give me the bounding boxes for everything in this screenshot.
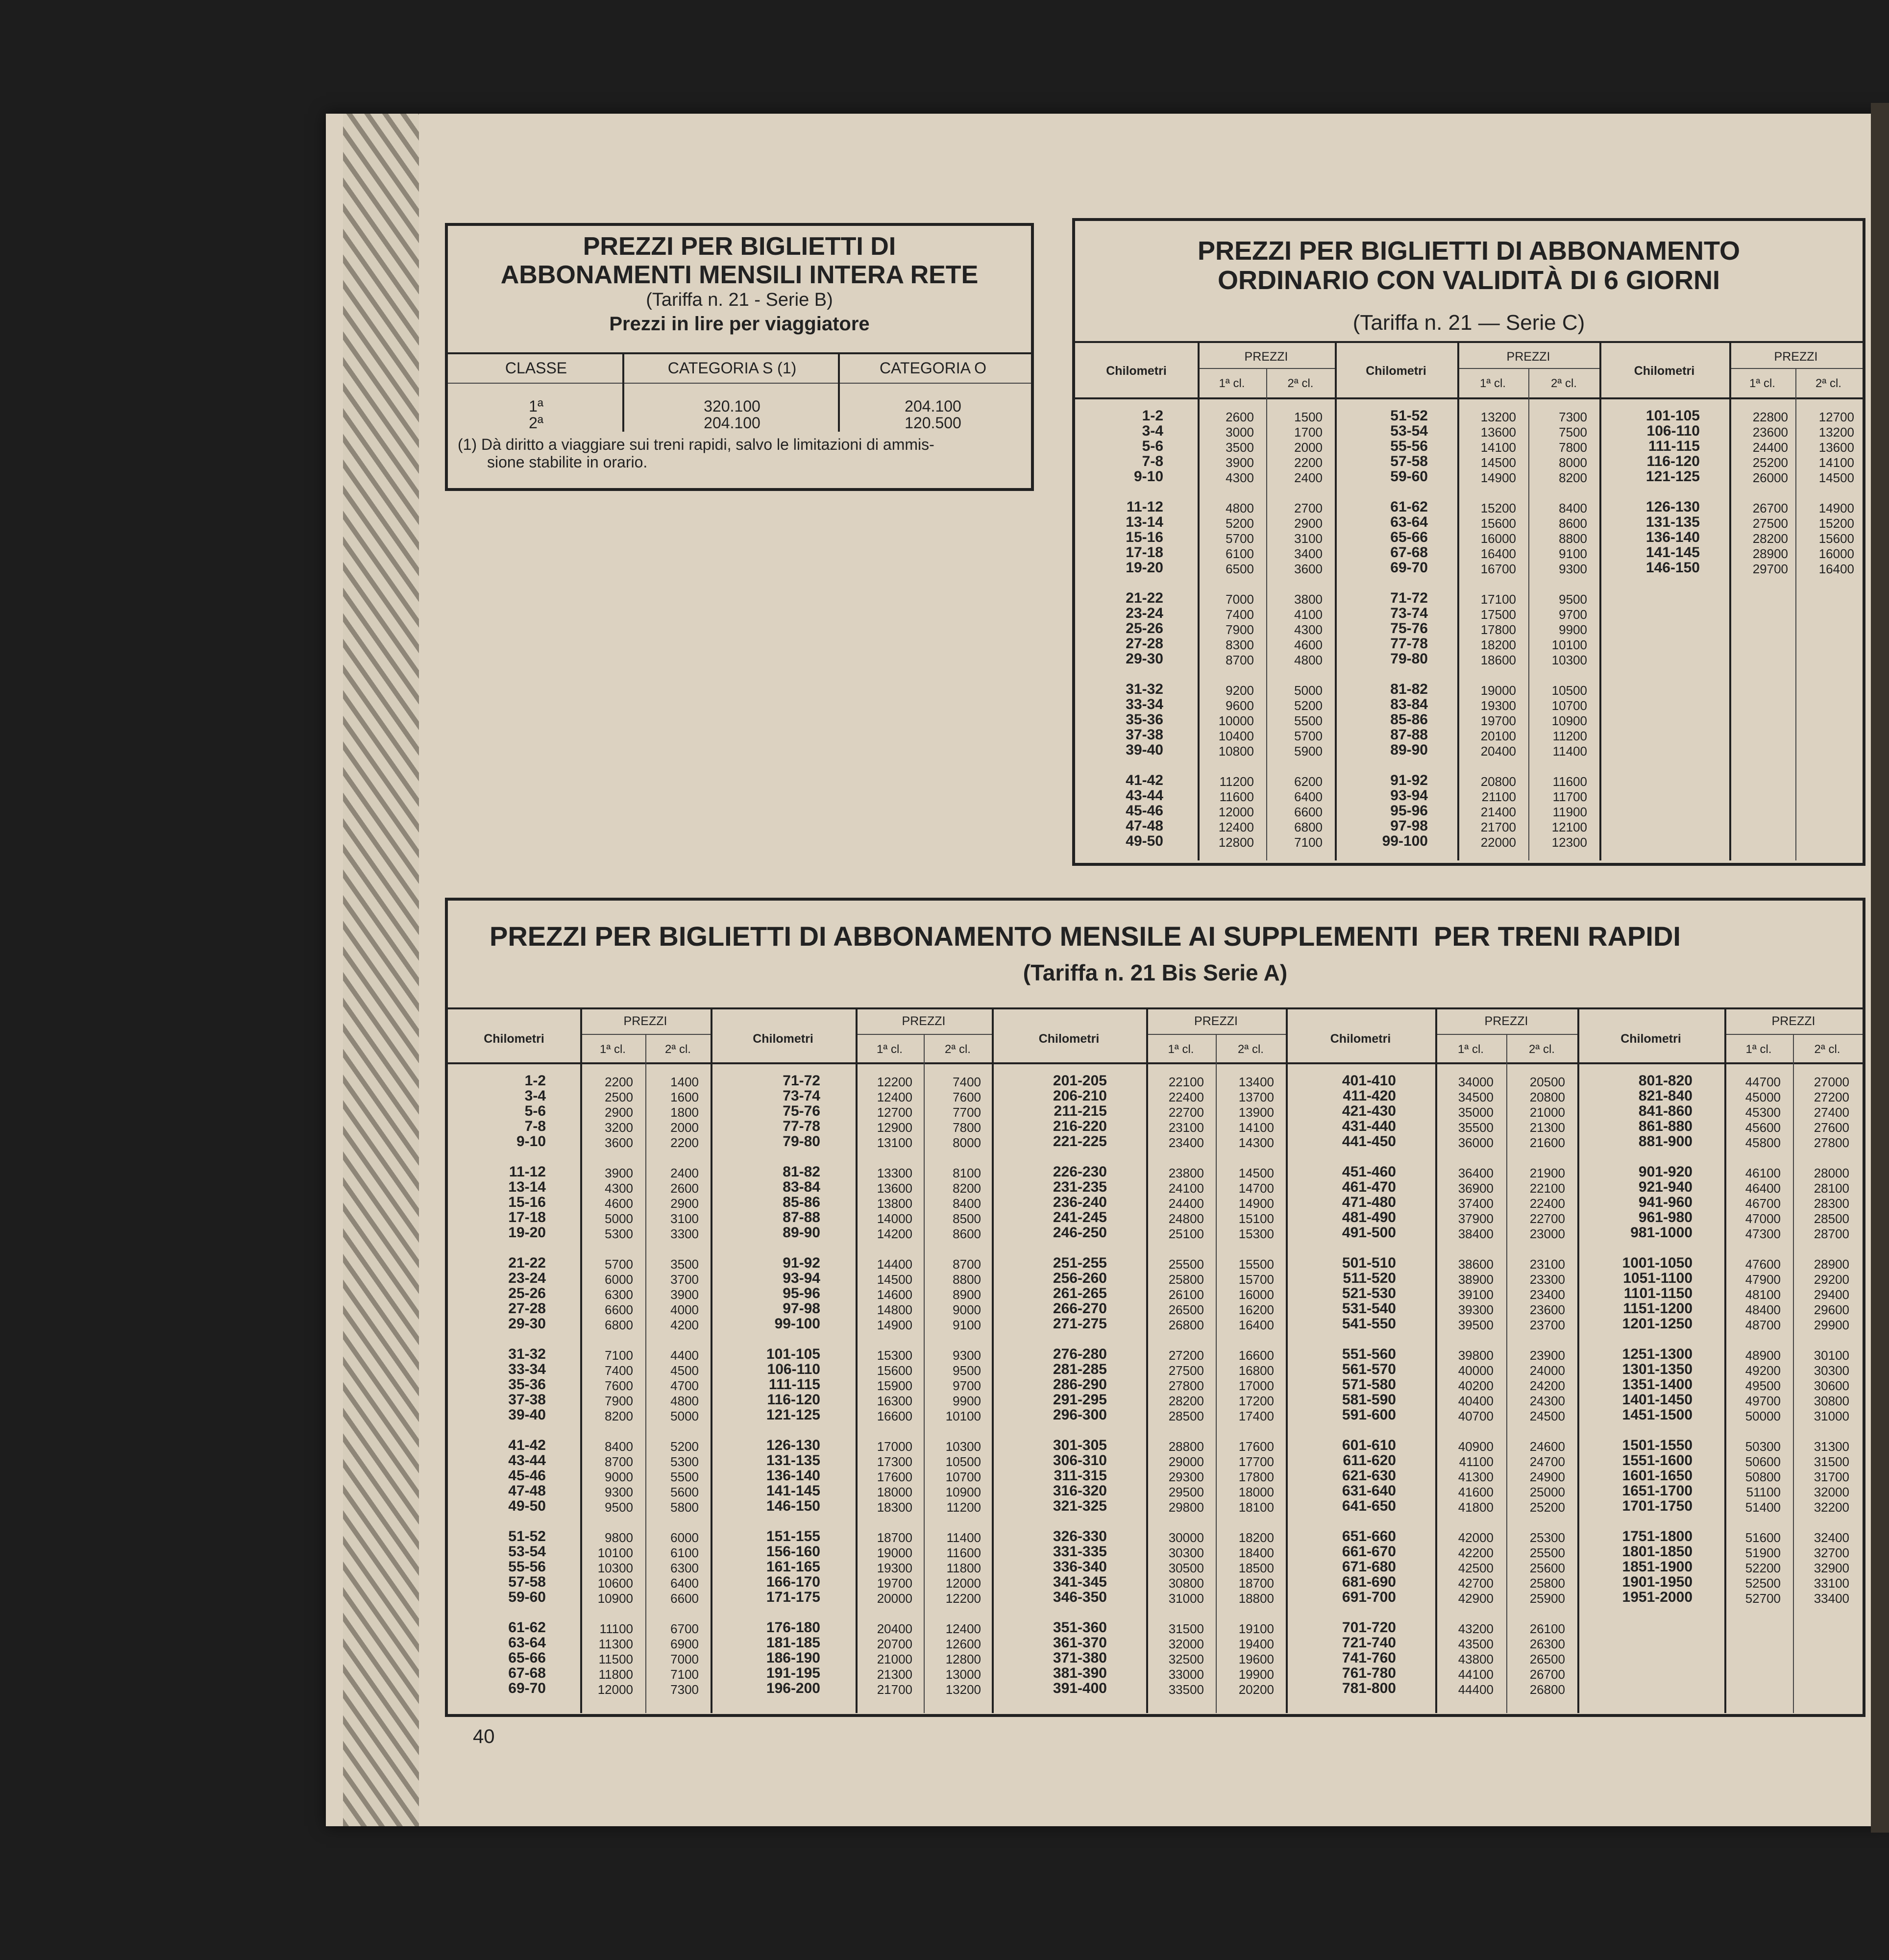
- header-rule: [448, 383, 1031, 384]
- col-sep: [1435, 1007, 1437, 1713]
- km-header: Chilometri: [484, 1032, 544, 1046]
- km-header: Chilometri: [1330, 1032, 1391, 1046]
- col-sep: [856, 1007, 858, 1713]
- class1-header: 1ª cl.: [1219, 377, 1245, 390]
- col-sep: [1729, 341, 1731, 860]
- col-sep: [1599, 341, 1601, 860]
- price-2-column: 20500 20800 21000 21300 21600 21900 22100 22400 22700 23000 23100 23300 23400 23600 23700 23900 24000 24200 24300 24500 24600 24700 24900 25000 25200 25300 25500 25600 25800 25900 26100 26300 26500 26700 26800: [1529, 1075, 1565, 1697]
- page-number: 40: [473, 1726, 495, 1747]
- price-header: PREZZI: [1194, 1014, 1238, 1028]
- km-header: Chilometri: [1366, 364, 1426, 378]
- table-serie-c: [1072, 218, 1865, 866]
- price-2-column: 1500 1700 2000 2200 2400 2700 2900 3100 3400 3600 3800 4100 4300 4600 4800 5000 5200 5500 5700 5900 6200 6400 6600 6800 7100: [1294, 410, 1323, 850]
- col-sep: [1286, 1007, 1288, 1713]
- km-column: 101-105 106-110 111-115 116-120 121-125 126-130 131-135 136-140 141-145 146-150: [1645, 408, 1700, 576]
- price-header: PREZZI: [1774, 350, 1818, 364]
- price-2-column: 1400 1600 1800 2000 2200 2400 2600 2900 3100 3300 3500 3700 3900 4000 4200 4400 4500 4700 4800 5000 5200 5300 5500 5600 5800 6000 6100 6300 6400 6600 6700 6900 7000 7100 7300: [670, 1075, 699, 1697]
- class1-header: 1ª cl.: [1458, 1043, 1484, 1056]
- row-2-cat-o: 120.500: [905, 414, 961, 432]
- km-header: Chilometri: [1620, 1032, 1681, 1046]
- class1-header: 1ª cl.: [1168, 1043, 1194, 1056]
- km-header: Chilometri: [1634, 364, 1695, 378]
- table-b-title-line2: ABBONAMENTI MENSILI INTERA RETE: [500, 261, 979, 289]
- table-c-title-line1: PREZZI PER BIGLIETTI DI ABBONAMENTO: [1197, 236, 1741, 266]
- price-header: PREZZI: [1244, 350, 1288, 364]
- class2-header: 2ª cl.: [1238, 1043, 1264, 1056]
- col-sep: [992, 1007, 994, 1713]
- table-a-title: PREZZI PER BIGLIETTI DI ABBONAMENTO MENSILE AI SUPPLEMENTI PER TRENI RAPIDI: [490, 921, 1681, 952]
- class1-header: 1ª cl.: [1480, 377, 1506, 390]
- paper-edge: [1871, 103, 1889, 1833]
- class1-header: 1ª cl.: [1745, 1043, 1772, 1056]
- km-column: 401-410 411-420 421-430 431-440 441-450 451-460 461-470 471-480 481-490 491-500 501-510 511-520 521-530 531-540 541-550 551-560 561-570 571-580 581-590 591-600 601-610 611-620 621-630 631-640 641-650 651-660 661-670 671-680 681-690 691-700 701-720 721-740 741-760 761-780 781-800: [1342, 1073, 1396, 1696]
- col-sep: [1335, 341, 1337, 860]
- price-header: PREZZI: [623, 1014, 667, 1028]
- km-column: 1-2 3-4 5-6 7-8 9-10 11-12 13-14 15-16 17-18 19-20 21-22 23-24 25-26 27-28 29-30 31-32 33-34 35-36 37-38 39-40 41-42 43-44 45-46 47-48 49-50 51-52 53-54 55-56 57-58 59-60 61-62 63-64 65-66 67-68 69-70: [508, 1073, 546, 1696]
- table-c-subtitle: (Tariffa n. 21 — Serie C): [1352, 311, 1585, 335]
- price-header: PREZZI: [1506, 350, 1550, 364]
- table-b-divider: [448, 352, 1031, 354]
- class2-header: 2ª cl.: [1815, 377, 1841, 390]
- price-1-column: 44700 45000 45300 45600 45800 46100 46400 46700 47000 47300 47600 47900 48100 48400 48700 48900 49200 49500 49700 50000 50300 50600 50800 51100 51400 51600 51900 52200 52500 52700: [1745, 1075, 1781, 1606]
- binding-stripe: [343, 114, 419, 1826]
- price-1-column: 22100 22400 22700 23100 23400 23800 24100 24400 24800 25100 25500 25800 26100 26500 26800 27200 27500 27800 28200 28500 28800 29000 29300 29500 29800 30000 30300 30500 30800 31000 31500 32000 32500 33000 33500: [1168, 1075, 1204, 1697]
- col-header-categoria-o: CATEGORIA O: [879, 359, 987, 377]
- price-2-column: 12700 13200 13600 14100 14500 14900 15200 15600 16000 16400: [1818, 410, 1854, 576]
- price-1-column: 12200 12400 12700 12900 13100 13300 13600 13800 14000 14200 14400 14500 14600 14800 14900 15300 15600 15900 16300 16600 17000 17300 17600 18000 18300 18700 19000 19300 19700 20000 20400 20700 21000 21300 21700: [877, 1075, 912, 1697]
- col-sep: [1266, 368, 1267, 860]
- col-sep: [924, 1034, 925, 1713]
- price-1-column: 2600 3000 3500 3900 4300 4800 5200 5700 6100 6500 7000 7400 7900 8300 8700 9200 9600 10000 10400 10800 11200 11600 12000 12400 12800: [1218, 410, 1254, 850]
- km-column: 71-72 73-74 75-76 77-78 79-80 81-82 83-84 85-86 87-88 89-90 91-92 93-94 95-96 97-98 99-100 101-105 106-110 111-115 116-120 121-125 126-130 131-135 136-140 141-145 146-150 151-155 156-160 161-165 166-170 171-175 176-180 181-185 186-190 191-195 196-200: [766, 1073, 820, 1696]
- price-2-column: 7400 7600 7700 7800 8000 8100 8200 8400 8500 8600 8700 8800 8900 9000 9100 9300 9500 9700 9900 10100 10300 10500 10700 10900 11200 11400 11600 11800 12000 12200 12400 12600 12800 13000 13200: [945, 1075, 981, 1697]
- table-c-title-line2: ORDINARIO CON VALIDITÀ DI 6 GIORNI: [1217, 266, 1720, 295]
- price-2-column: 27000 27200 27400 27600 27800 28000 28100 28300 28500 28700 28900 29200 29400 29600 29900 30100 30300 30600 30800 31000 31300 31500 31700 32000 32200 32400 32700 32900 33100 33400: [1814, 1075, 1849, 1606]
- col-header-classe: CLASSE: [505, 359, 567, 377]
- price-1-column: 34000 34500 35000 35500 36000 36400 36900 37400 37900 38400 38600 38900 39100 39300 39500 39800 40000 40200 40400 40700 40900 41100 41300 41600 41800 42000 42200 42500 42700 42900 43200 43500 43800 44100 44400: [1458, 1075, 1494, 1697]
- class2-header: 2ª cl.: [665, 1043, 691, 1056]
- table-b-subtitle2: Prezzi in lire per viaggiatore: [609, 313, 870, 335]
- price-1-column: 13200 13600 14100 14500 14900 15200 15600 16000 16400 16700 17100 17500 17800 18200 18600 19000 19300 19700 20100 20400 20800 21100 21400 21700 22000: [1480, 410, 1516, 850]
- km-header: Chilometri: [1106, 364, 1167, 378]
- col-header-categoria-s: CATEGORIA S (1): [667, 359, 797, 377]
- class1-header: 1ª cl.: [877, 1043, 903, 1056]
- price-2-column: 7300 7500 7800 8000 8200 8400 8600 8800 9100 9300 9500 9700 9900 10100 10300 10500 10700 10900 11200 11400 11600 11700 11900 12100 12300: [1551, 410, 1587, 850]
- row-1-classe: 1ª: [529, 397, 543, 415]
- col-sep: [1457, 341, 1459, 860]
- class1-header: 1ª cl.: [1749, 377, 1775, 390]
- price-header: PREZZI: [902, 1014, 946, 1028]
- class2-header: 2ª cl.: [945, 1043, 971, 1056]
- col-sep: [1198, 341, 1200, 860]
- divider: [448, 1007, 1863, 1009]
- table-serie-b: [445, 223, 1034, 491]
- class2-header: 2ª cl.: [1529, 1043, 1555, 1056]
- km-header: Chilometri: [1038, 1032, 1100, 1046]
- table-b-title-line1: PREZZI PER BIGLIETTI DI: [583, 232, 896, 261]
- col-sep: [580, 1007, 582, 1713]
- price-1-column: 22800 23600 24400 25200 26000 26700 27500 28200 28900 29700: [1752, 410, 1788, 576]
- divider: [448, 1062, 1863, 1064]
- col-sep: [1724, 1007, 1726, 1713]
- price-header: PREZZI: [1771, 1014, 1815, 1028]
- divider: [1075, 397, 1863, 399]
- col-sep: [1795, 368, 1796, 860]
- table-serie-a: [445, 898, 1865, 1717]
- km-column: 801-820 821-840 841-860 861-880 881-900 901-920 921-940 941-960 961-980 981-1000 1001-1050 1051-1100 1101-1150 1151-1200 1201-1250 1251-1300 1301-1350 1351-1400 1401-1450 1451-1500 1501-1550 1551-1600 1601-1650 1651-1700 1701-1750 1751-1800 1801-1850 1851-1900 1901-1950 1951-2000: [1622, 1073, 1693, 1605]
- col-sep: [1216, 1034, 1217, 1713]
- footnote-line1: (1) Dà diritto a viaggiare sui treni rapidi, salvo le limitazioni di ammis-: [458, 436, 934, 453]
- km-column: 51-52 53-54 55-56 57-58 59-60 61-62 63-64 65-66 67-68 69-70 71-72 73-74 75-76 77-78 79-80 81-82 83-84 85-86 87-88 89-90 91-92 93-94 95-96 97-98 99-100: [1382, 408, 1428, 849]
- col-sep: [711, 1007, 712, 1713]
- km-column: 201-205 206-210 211-215 216-220 221-225 226-230 231-235 236-240 241-245 246-250 251-255 256-260 261-265 266-270 271-275 276-280 281-285 286-290 291-295 296-300 301-305 306-310 311-315 316-320 321-325 326-330 331-335 336-340 341-345 346-350 351-360 361-370 371-380 381-390 391-400: [1053, 1073, 1107, 1696]
- class2-header: 2ª cl.: [1551, 377, 1577, 390]
- class2-header: 2ª cl.: [1814, 1043, 1840, 1056]
- col-sep: [645, 1034, 646, 1713]
- km-column: 1-2 3-4 5-6 7-8 9-10 11-12 13-14 15-16 17-18 19-20 21-22 23-24 25-26 27-28 29-30 31-32 33-34 35-36 37-38 39-40 41-42 43-44 45-46 47-48 49-50: [1126, 408, 1163, 849]
- price-2-column: 13400 13700 13900 14100 14300 14500 14700 14900 15100 15300 15500 15700 16000 16200 16400 16600 16800 17000 17200 17400 17600 17700 17800 18000 18100 18200 18400 18500 18700 18800 19100 19400 19600 19900 20200: [1238, 1075, 1274, 1697]
- price-header: PREZZI: [1484, 1014, 1528, 1028]
- table-b-subtitle: (Tariffa n. 21 - Serie B): [646, 290, 833, 310]
- class2-header: 2ª cl.: [1287, 377, 1314, 390]
- col-sep: [1528, 368, 1529, 860]
- km-header: Chilometri: [753, 1032, 813, 1046]
- class1-header: 1ª cl.: [600, 1043, 626, 1056]
- price-1-column: 2200 2500 2900 3200 3600 3900 4300 4600 5000 5300 5700 6000 6300 6600 6800 7100 7400 7600 7900 8200 8400 8700 9000 9300 9500 9800 10100 10300 10600 10900 11100 11300 11500 11800 12000: [597, 1075, 633, 1697]
- row-2-classe: 2ª: [529, 414, 543, 432]
- table-a-subtitle: (Tariffa n. 21 Bis Serie A): [1023, 960, 1288, 985]
- col-sep: [1506, 1034, 1507, 1713]
- row-2-cat-s: 204.100: [704, 414, 761, 432]
- footnote-line2: sione stabilite in orario.: [487, 453, 648, 471]
- row-1-cat-o: 204.100: [905, 397, 961, 415]
- col-sep: [1146, 1007, 1148, 1713]
- divider: [1075, 341, 1863, 343]
- row-1-cat-s: 320.100: [704, 397, 761, 415]
- col-sep: [1793, 1034, 1794, 1713]
- col-sep: [1577, 1007, 1579, 1713]
